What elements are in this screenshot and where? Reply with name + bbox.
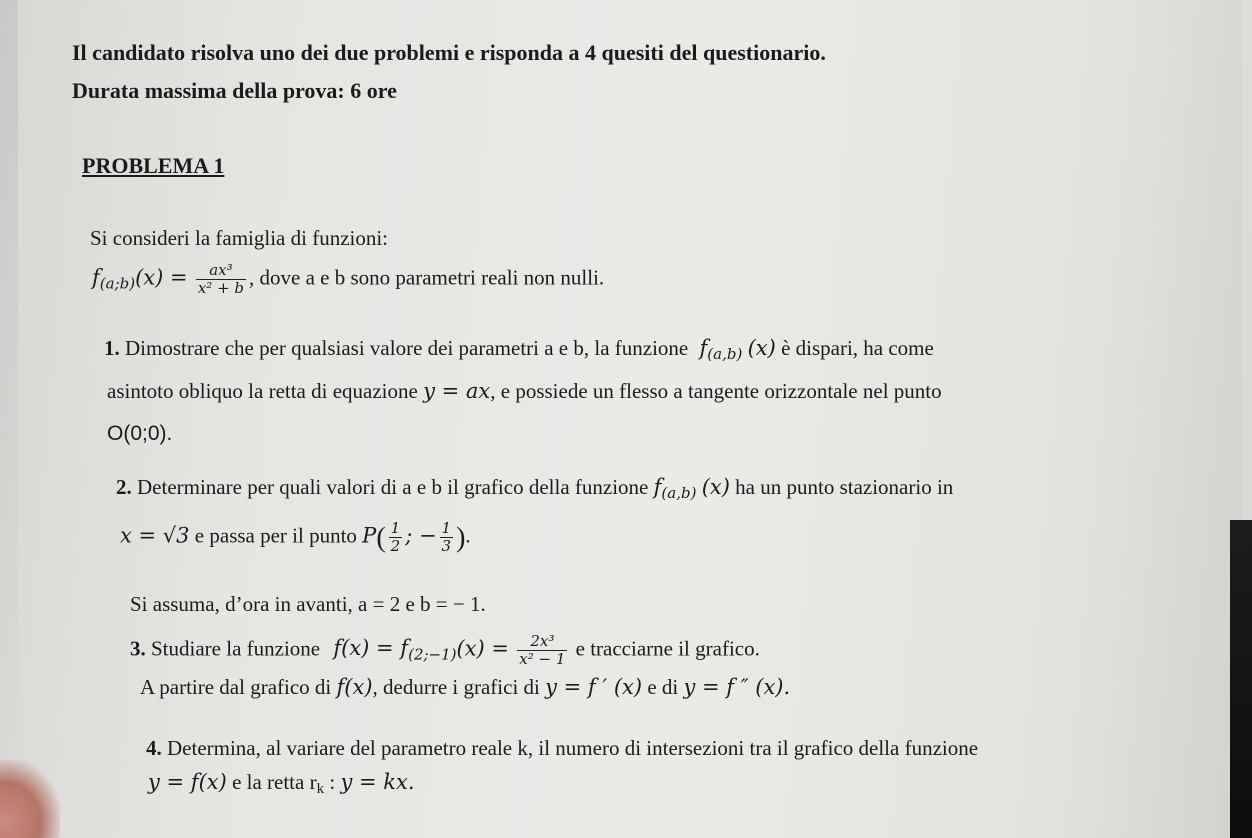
problem-title: PROBLEMA 1 — [82, 153, 225, 178]
duration: Durata massima della prova: 6 ore — [72, 78, 397, 103]
question-1-line-1: 1. Dimostrare che per qualsiasi valore dei parametri a e b, la funzione $f_{(a,b)}$ (x) è dispari, ha come — [104, 336, 934, 363]
background-edge — [1230, 520, 1252, 838]
assumption: Si assuma, d’ora in avanti, a = 2 e b = − 1. — [130, 592, 486, 616]
finger — [0, 760, 60, 838]
question-1-line-2: asintoto obliquo la retta di equazione y = ax, e possiede un flesso a tangente orizzontale nel punto — [107, 379, 942, 403]
instructions: Il candidato risolva uno dei due problemi e risponda a 4 quesiti del questionario. — [72, 40, 826, 65]
question-3-line-1: 3. Studiare la funzione $f(x) = f_{(2;-1)}(x)$ = $\frac{\text{2x³}}{\text{x² − 1}}$ e tracciarne il grafico. — [130, 632, 760, 668]
question-2-line-1: 2. Determinare per quali valori di a e b il grafico della funzione $f_{(a,b)}$ (x) ha un punto stazionario in — [116, 475, 954, 502]
question-1-line-3: O(0;0). — [107, 422, 173, 445]
question-4-line-2: y = f(x) e la retta $r_k$ : y = kx. — [148, 770, 415, 797]
problem-intro: Si consideri la famiglia di funzioni: — [90, 226, 389, 250]
question-3-line-2: A partire dal grafico di f(x), dedurre i grafici di y = f ′ (x) e di y = f ″ (x). — [140, 675, 791, 699]
question-4-line-1: 4. Determina, al variare del parametro reale k, il numero di intersezioni tra il grafico della funzione — [146, 736, 979, 760]
function-definition: $f_{(a;b)}(x)$ = $\frac{\text{ax³}}{\text{x² + b}}$ , dove a e b sono parametri reali non nulli. — [92, 261, 605, 297]
question-2-line-2: x = √3 e passa per il punto P( $\frac{1}{2}$ ; − $\frac{1}{3}$ ). — [120, 519, 471, 555]
exam-sheet — [18, 0, 1242, 838]
